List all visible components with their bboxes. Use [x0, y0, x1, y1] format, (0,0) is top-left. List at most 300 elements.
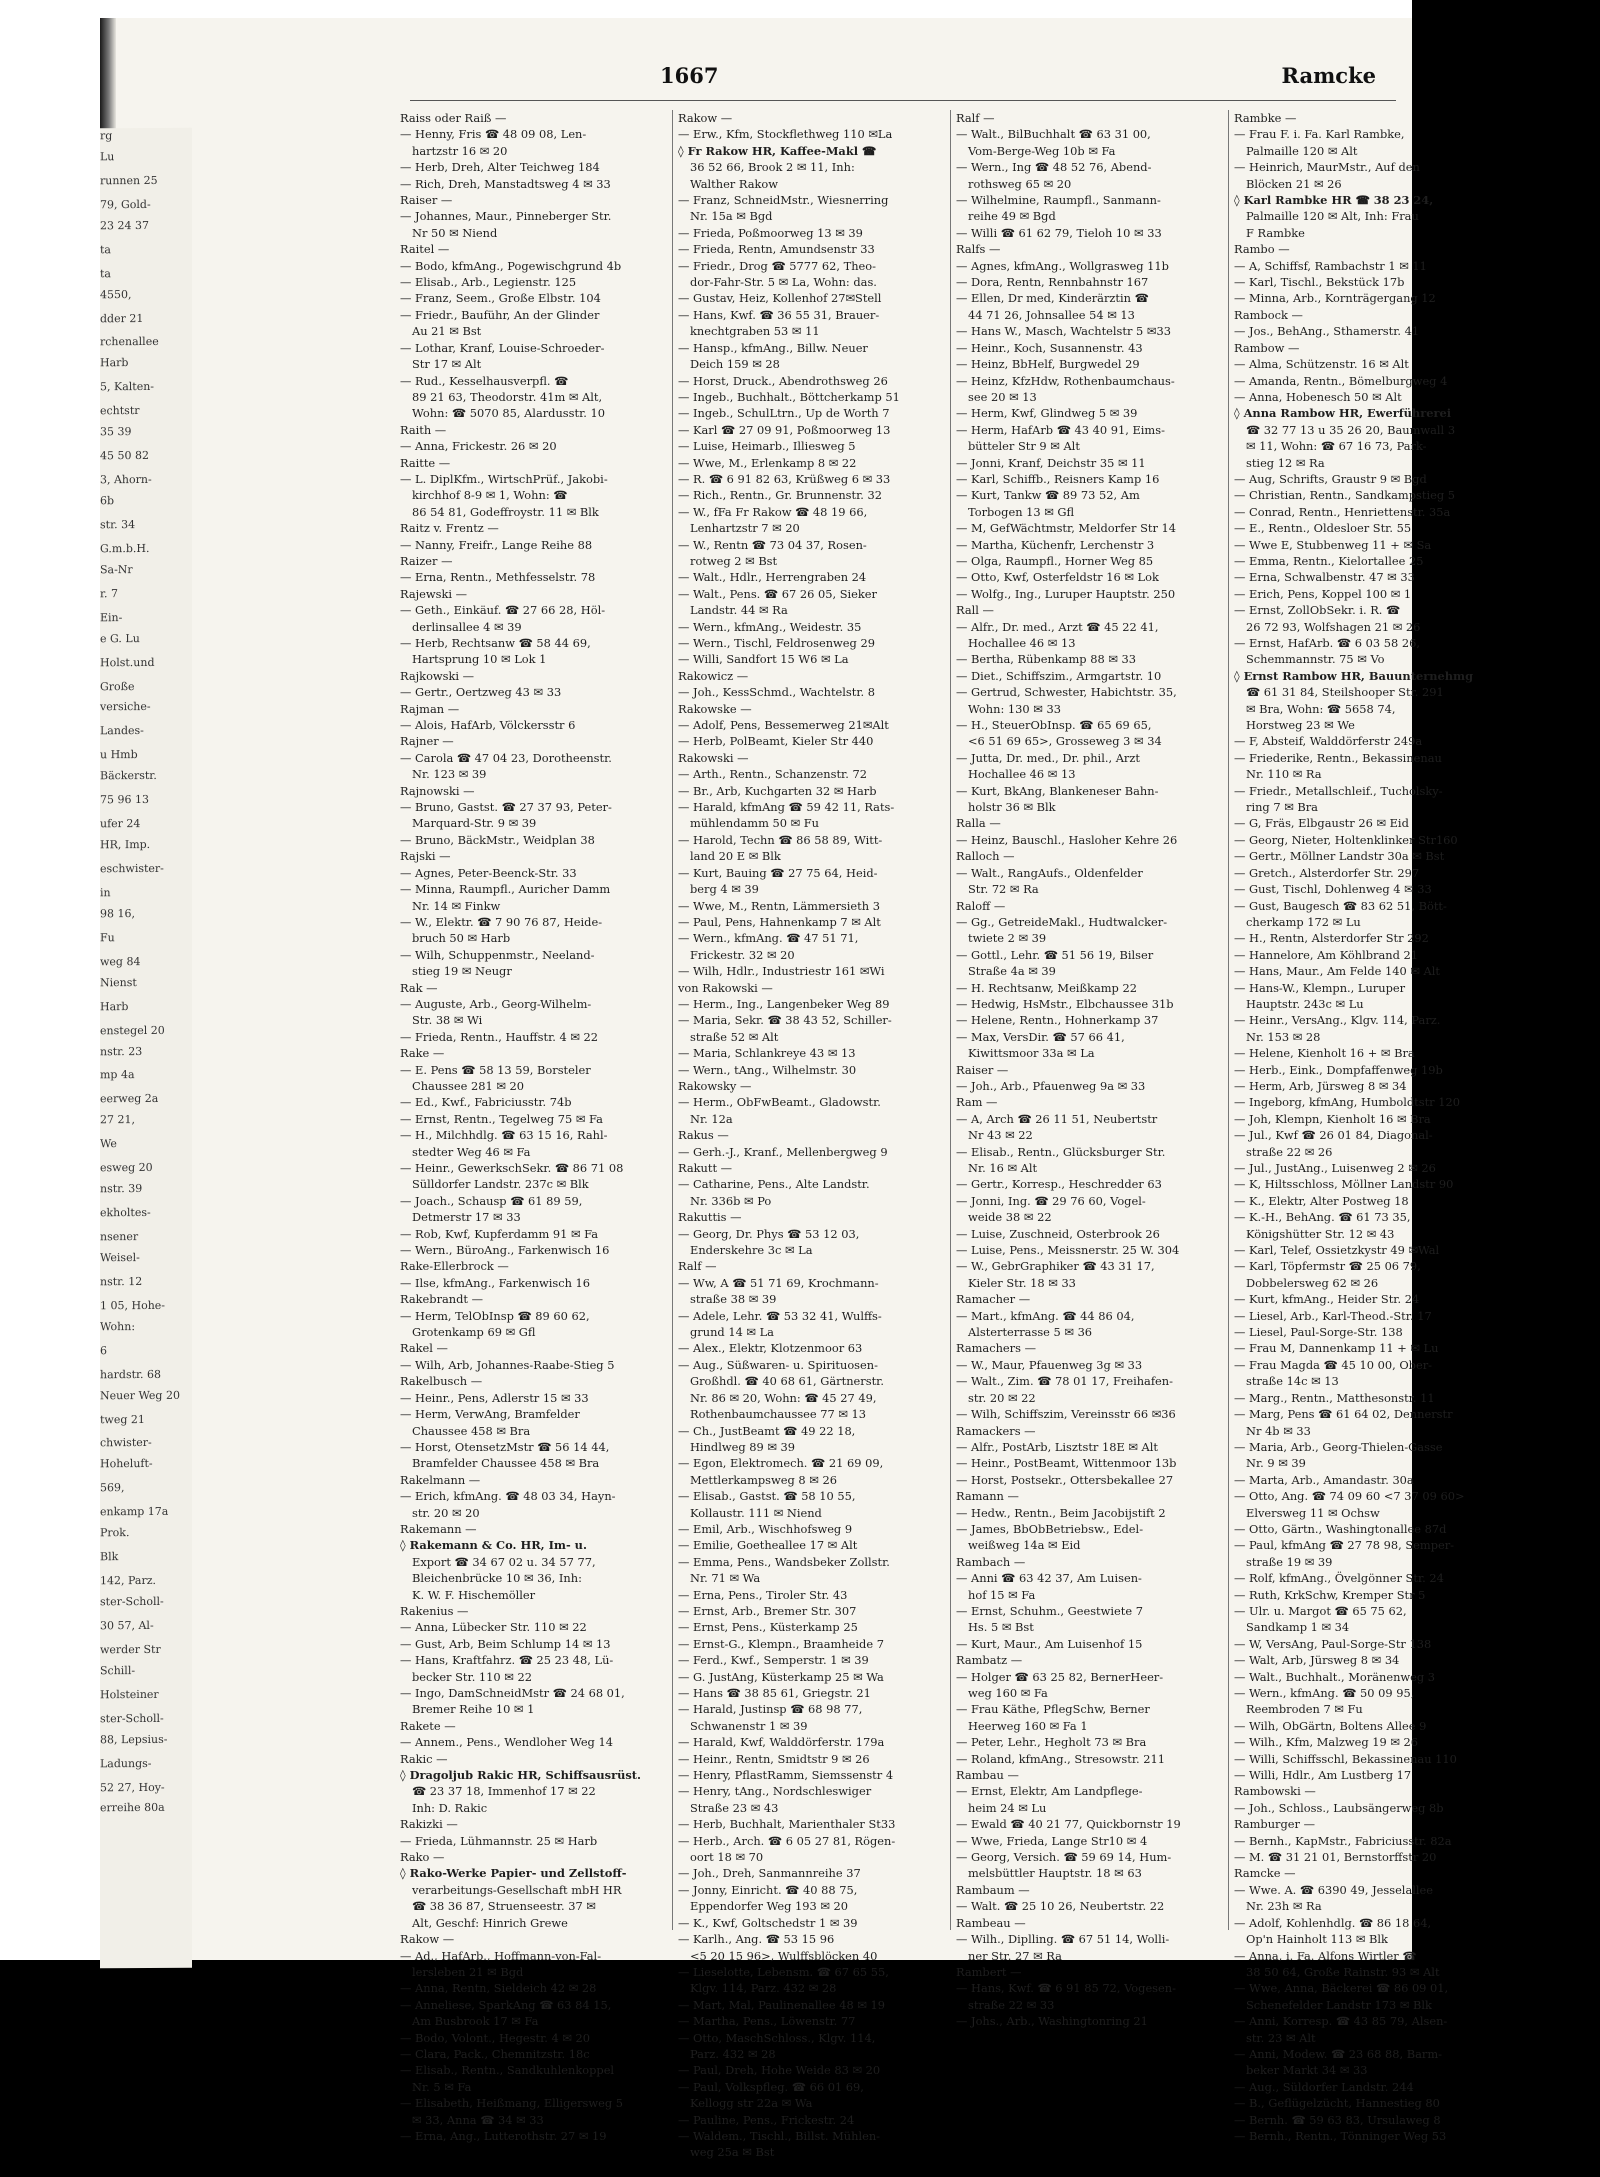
directory-entry: Schwanenstr 1 ✉ 39 — [690, 1718, 808, 1733]
directory-entry: — Elisab., Arb., Legienstr. 125 — [400, 275, 577, 290]
directory-entry: — Heinr., Rentn, Smidtstr 9 ✉ 26 — [678, 1751, 870, 1766]
directory-entry: — Wilh., Kfm, Malzweg 19 ✉ 26 — [1234, 1735, 1419, 1750]
directory-entry: — Gerh.-J., Kranf., Mellenbergweg 9 — [678, 1144, 888, 1159]
directory-entry: — Anna, Hobenesch 50 ✉ Alt — [1234, 389, 1402, 404]
surname-heading: Rambowski — — [1234, 1784, 1316, 1799]
directory-entry: Hochallee 46 ✉ 13 — [968, 636, 1076, 650]
directory-entry: — Herm, VerwAng, Bramfelder — [400, 1407, 580, 1422]
surname-heading: Rakowsky — — [678, 1078, 752, 1093]
directory-entry: Palmaille 120 ✉ Alt, Inh: Frau — [1246, 209, 1419, 224]
directory-entry: — Rolf, kfmAng., Övelgönner Str. 24 — [1234, 1571, 1444, 1586]
directory-entry: — H. Rechtsanw, Meißkamp 22 — [956, 980, 1137, 995]
directory-entry: Nr 4b ✉ 33 — [1246, 1423, 1311, 1438]
directory-entry: — Egon, Elektromech. ☎ 21 69 09, — [678, 1456, 884, 1471]
directory-entry: — Pauline, Pens., Frickestr. 24 — [678, 2112, 855, 2127]
directory-entry: beker Markt 34 ✉ 33 — [1246, 2063, 1368, 2078]
directory-entry: — Franz, Seem., Große Elbstr. 104 — [400, 291, 601, 306]
directory-entry: — Hans, Maur., Am Felde 140 ✉ Alt — [1234, 964, 1440, 979]
fragment-line: ekholtes- — [100, 1206, 151, 1220]
fragment-line: 5, Kalten- — [100, 380, 155, 394]
directory-entry: — Jutta, Dr. med., Dr. phil., Arzt — [956, 750, 1140, 765]
directory-entry: straße 22 ✉ 33 — [968, 1997, 1055, 2012]
directory-entry: Torbogen 13 ✉ Gfl — [968, 504, 1075, 519]
directory-entry: — Paul, Volkspfleg. ☎ 66 01 69, — [678, 2079, 864, 2094]
surname-heading: Raitz v. Frentz — — [400, 521, 499, 536]
directory-entry: — Willi, Hdlr., Am Lustberg 17 — [1234, 1768, 1412, 1783]
directory-entry: 86 54 81, Godeffroystr. 11 ✉ Blk — [412, 504, 599, 519]
directory-entry: 44 71 26, Johnsallee 54 ✉ 13 — [968, 307, 1135, 322]
directory-entry: — Friedr., Drog ☎ 5777 62, Theo- — [678, 258, 876, 273]
directory-entry: — Heinr., Pens, Adlerstr 15 ✉ 33 — [400, 1390, 589, 1405]
fragment-line: Holst.und — [100, 655, 155, 669]
directory-entry: — Wern., kfmAng. ☎ 47 51 71, — [678, 931, 859, 946]
directory-entry: — Ingeborg, kfmAng, Humboldtstr 120 — [1234, 1095, 1460, 1110]
surname-heading: Rajewski — — [400, 586, 468, 601]
fragment-line: nsener — [100, 1230, 139, 1244]
directory-entry: Kellogg str 22a ✉ Wa — [690, 2096, 813, 2111]
directory-entry: — Hans, Kraftfahrz. ☎ 25 23 48, Lü- — [400, 1653, 614, 1668]
directory-entry: weg 25a ✉ Bst — [690, 2145, 775, 2160]
directory-entry: — Elisabeth, Heißmang, Elligersweg 5 — [400, 2096, 624, 2111]
directory-entry: bütteler Str 9 ✉ Alt — [968, 439, 1080, 454]
directory-entry: Königshütter Str. 12 ✉ 43 — [1246, 1226, 1395, 1241]
directory-entry: — Henry, tAng., Nordschleswiger — [678, 1784, 872, 1799]
directory-entry: — Paul, Pens, Hahnenkamp 7 ✉ Alt — [678, 914, 881, 929]
directory-entry: — Carola ☎ 47 04 23, Dorotheenstr. — [400, 750, 612, 765]
directory-entry: Schemmannstr. 75 ✉ Vo — [1246, 652, 1385, 667]
column-3 — [956, 110, 1222, 2030]
directory-entry: Marquard-Str. 9 ✉ 39 — [412, 816, 537, 831]
directory-entry: — Bernh., KapMstr., Fabriciusstr. 82a — [1234, 1833, 1452, 1848]
directory-entry: — Adolf, Pens, Bessemerweg 21✉Alt — [678, 718, 889, 733]
fragment-line: We — [100, 1137, 117, 1151]
directory-entry: — Willi, Schiffsschl, Bekassinenau 110 — [1234, 1751, 1457, 1766]
fragment-line: 6b — [100, 494, 115, 508]
directory-entry: — Walt., BilBuchhalt ☎ 63 31 00, — [956, 127, 1151, 142]
directory-entry: Op'n Hainholt 113 ✉ Blk — [1246, 1932, 1388, 1947]
directory-entry: weißweg 14a ✉ Eid — [968, 1538, 1081, 1553]
directory-entry: — Harold, Techn ☎ 86 58 89, Witt- — [678, 832, 883, 847]
fragment-line: Bäckerstr. — [100, 769, 157, 783]
directory-entry: hartzstr 16 ✉ 20 — [412, 143, 508, 158]
directory-entry: — Johs., Arb., Washingtonring 21 — [956, 2014, 1148, 2029]
surname-heading: Rako — — [400, 1850, 445, 1865]
directory-entry: Bremer Reihe 10 ✉ 1 — [412, 1702, 535, 1717]
surname-heading: Rakelbusch — — [400, 1374, 483, 1389]
fragment-line: nstr. 39 — [100, 1182, 143, 1196]
directory-entry: — Ernst, Rentn., Tegelweg 75 ✉ Fa — [400, 1111, 603, 1126]
fragment-line: Nienst — [100, 975, 137, 989]
fragment-line: Schill- — [100, 1663, 136, 1678]
fragment-line: 30 57, Al- — [100, 1618, 154, 1633]
directory-entry: Chaussee 281 ✉ 20 — [412, 1078, 524, 1093]
directory-entry: F Rambke — [1246, 225, 1305, 240]
directory-entry: — Gust, Baugesch ☎ 83 62 51, Bött- — [1234, 898, 1447, 913]
directory-entry: — Gustav, Heiz, Kollenhof 27✉Stell — [678, 291, 882, 306]
directory-entry: — Hedw., Rentn., Beim Jacobijstift 2 — [956, 1505, 1166, 1520]
directory-entry: — Br., Arb, Kuchgarten 32 ✉ Harb — [678, 783, 877, 798]
directory-entry: — Frau F. i. Fa. Karl Rambke, — [1234, 127, 1405, 142]
directory-entry: — Frau M, Dannenkamp 11 + ✉ Lu — [1234, 1341, 1439, 1356]
directory-entry: — Ernst, HafArb. ☎ 6 03 58 26, — [1234, 636, 1420, 650]
directory-entry: — Kurt, Tankw ☎ 89 73 52, Am — [956, 488, 1140, 503]
directory-entry: — Helene, Rentn., Hohnerkamp 37 — [956, 1013, 1159, 1028]
surname-heading: Rakow — — [400, 1932, 455, 1947]
directory-entry: Dobbelersweg 62 ✉ 26 — [1246, 1275, 1379, 1290]
fragment-line: in — [100, 886, 111, 900]
directory-entry: straße 52 ✉ Alt — [690, 1029, 779, 1044]
directory-entry: — Martha, Küchenfr, Lerchenstr 3 — [956, 537, 1155, 552]
directory-entry: — Herb, Rechtsanw ☎ 58 44 69, — [400, 636, 591, 650]
directory-entry: — Heinr., PostBeamt, Wittenmoor 13b — [956, 1456, 1177, 1471]
directory-entry: — Ernst, ZollObSekr. i. R. ☎ — [1234, 603, 1401, 618]
fragment-line: 23 24 37 — [100, 218, 149, 232]
fragment-line: erreihe 80a — [100, 1801, 165, 1815]
directory-entry: — Minna, Raumpfl., Auricher Damm — [400, 882, 611, 897]
directory-entry: str. 20 ✉ 22 — [968, 1390, 1036, 1405]
directory-entry: — Ernst, Elektr, Am Landpflege- — [956, 1784, 1143, 1799]
directory-entry: — Wilh, Schuppenmstr., Neeland- — [400, 947, 595, 962]
directory-entry: Chaussee 458 ✉ Bra — [412, 1423, 531, 1438]
directory-entry: — Frieda, Lühmannstr. 25 ✉ Harb — [400, 1833, 598, 1848]
directory-entry: ☎ 61 31 84, Steilshooper Str. 291 — [1246, 685, 1444, 700]
directory-entry: — Kurt, Bauing ☎ 27 75 64, Heid- — [678, 865, 878, 880]
directory-entry: — Max, VersDir. ☎ 57 66 41, — [956, 1029, 1125, 1044]
directory-entry: Reembroden 7 ✉ Fu — [1246, 1702, 1363, 1717]
directory-entry: Str 17 ✉ Alt — [412, 357, 482, 372]
directory-entry: 36 52 66, Brook 2 ✉ 11, Inh: — [690, 160, 855, 175]
directory-entry: — Gottl., Lehr. ☎ 51 56 19, Bilser — [956, 947, 1154, 962]
fragment-line: 569, — [100, 1481, 125, 1495]
directory-entry: — Rich, Dreh, Manstadtsweg 4 ✉ 33 — [400, 176, 611, 191]
directory-entry: — Ch., JustBeamt ☎ 49 22 18, — [678, 1423, 856, 1438]
surname-heading: Rakel — — [400, 1341, 448, 1356]
directory-entry: — Auguste, Arb., Georg-Wilhelm- — [400, 996, 592, 1011]
directory-entry: — Walt., Hdlr., Herrengraben 24 — [678, 570, 867, 585]
fragment-line: Harb — [100, 999, 129, 1013]
directory-entry: — Wilhelmine, Raumpfl., Sanmann- — [956, 193, 1161, 208]
directory-entry: dor-Fahr-Str. 5 ✉ La, Wohn: das. — [690, 275, 877, 290]
directory-entry: — Frau Käthe, PflegSchw, Berner — [956, 1702, 1150, 1717]
directory-entry: — Wern., kfmAng., Weidestr. 35 — [678, 619, 862, 634]
fragment-line: eerweg 2a — [100, 1092, 159, 1106]
directory-entry: Frickestr. 32 ✉ 20 — [690, 947, 795, 962]
directory-entry: — Jos., BehAng., Sthamerstr. 41 — [1234, 324, 1420, 339]
directory-entry: — Emma, Rentn., Kielortallee 25 — [1234, 553, 1424, 568]
surname-heading: Raiss oder Raiß — — [400, 111, 507, 125]
directory-entry: — Ernst, Pens., Küsterkamp 25 — [678, 1620, 858, 1635]
directory-entry: — Herm, TelObInsp ☎ 89 60 62, — [400, 1308, 590, 1323]
directory-entry: Nr. 14 ✉ Finkw — [412, 898, 501, 913]
directory-entry: Eppendorfer Weg 193 ✉ 20 — [690, 1899, 849, 1914]
directory-entry: — Herm., Ing., Langenbeker Weg 89 — [678, 996, 890, 1011]
surname-heading: Raiser — — [400, 193, 453, 208]
directory-entry: — Hans-W., Klempn., Luruper — [1234, 980, 1406, 995]
directory-entry: Nr. 336b ✉ Po — [690, 1193, 772, 1208]
directory-entry: <5 20 15 96>, Wulffsblöcken 40 — [690, 1948, 878, 1963]
directory-entry: — Joh., Dreh, Sanmannreihe 37 — [678, 1866, 861, 1881]
directory-entry: — Herm, Kwf, Glindweg 5 ✉ 39 — [956, 406, 1138, 421]
surname-heading: Rake — — [400, 1046, 445, 1061]
directory-entry: — Bernh. ☎ 59 63 83, Ursulaweg 8 — [1234, 2112, 1441, 2127]
directory-entry: — Maria, Arb., Georg-Thielen-Gasse — [1234, 1439, 1443, 1454]
directory-entry: Detmerstr 17 ✉ 33 — [412, 1210, 521, 1225]
directory-entry: — W., Elektr. ☎ 7 90 76 87, Heide- — [400, 914, 603, 929]
directory-entry: — Jonny, Einricht. ☎ 40 88 75, — [678, 1882, 858, 1897]
directory-entry: Hs. 5 ✉ Bst — [968, 1620, 1034, 1635]
directory-entry: — Henny, Fris ☎ 48 09 08, Len- — [400, 127, 587, 142]
directory-entry: bruch 50 ✉ Harb — [412, 931, 511, 946]
directory-entry: — Gertr., Möllner Landstr 30a ✉ Bst — [1234, 849, 1445, 864]
fragment-line: 1 05, Hohe- — [100, 1298, 166, 1313]
surname-heading: Rakow — — [678, 111, 733, 125]
directory-entry: Elversweg 11 ✉ Ochsw — [1246, 1505, 1380, 1520]
directory-entry: — Friederike, Rentn., Bekassinenau — [1234, 750, 1442, 765]
fragment-line: 45 50 82 — [100, 449, 149, 463]
fragment-line: ta — [100, 242, 111, 256]
directory-entry: Rothenbaumchaussee 77 ✉ 13 — [690, 1407, 867, 1422]
fragment-line: Lu — [100, 150, 115, 164]
directory-entry: weg 160 ✉ Fa — [968, 1686, 1048, 1700]
surname-heading: Rakowicz — — [678, 668, 749, 683]
directory-entry: ✉ 11, Wohn: ☎ 67 16 73, Park- — [1246, 439, 1427, 454]
directory-entry: — Hans, Kwf. ☎ 36 55 31, Brauer- — [678, 307, 880, 322]
directory-entry: — Kurt, Maur., Am Luisenhof 15 — [956, 1636, 1143, 1651]
fragment-line: eschwister- — [100, 861, 164, 876]
directory-entry: Walther Rakow — [690, 176, 779, 191]
fragment-line: Ein- — [100, 610, 123, 624]
fragment-line: nstr. 12 — [100, 1274, 143, 1289]
directory-entry: — G. JustAng, Küsterkamp 25 ✉ Wa — [678, 1669, 884, 1684]
directory-entry: stedter Weg 46 ✉ Fa — [412, 1144, 531, 1159]
surname-heading: Rakowski — — [678, 750, 749, 765]
directory-entry: — Joach., Schausp ☎ 61 89 59, — [400, 1193, 583, 1208]
surname-heading: Ralloch — — [956, 849, 1015, 864]
directory-entry: — Rob, Kwf, Kupferdamm 91 ✉ Fa — [400, 1226, 599, 1241]
directory-entry: — Frau Magda ☎ 45 10 00, Ober- — [1234, 1357, 1432, 1372]
directory-entry: — Wilh., Diplling. ☎ 67 51 14, Wolli- — [956, 1932, 1170, 1947]
directory-entry: — Ingeb., Buchhalt., Böttcherkamp 51 — [678, 389, 900, 404]
directory-entry: — Emilie, Goetheallee 17 ✉ Alt — [678, 1538, 858, 1553]
directory-entry: — Wilh, Schiffszim, Vereinsstr 66 ✉36 — [956, 1407, 1176, 1422]
directory-entry: Klgv. 114, Parz. 432 ✉ 28 — [690, 1981, 837, 1996]
directory-entry: mühlendamm 50 ✉ Fu — [690, 816, 820, 831]
directory-entry: — E. Pens ☎ 58 13 59, Borsteler — [400, 1062, 591, 1077]
directory-entry: verarbeitungs-Gesellschaft mbH HR — [412, 1882, 622, 1897]
directory-entry: rothsweg 65 ✉ 20 — [968, 176, 1072, 191]
directory-entry: — Erna, Rentn., Methfesselstr. 78 — [400, 570, 596, 585]
surname-heading: Rambo — — [1234, 242, 1290, 257]
directory-entry: Parz. 432 ✉ 28 — [690, 2046, 776, 2061]
column-divider — [1228, 110, 1229, 1930]
directory-entry: hof 15 ✉ Fa — [968, 1587, 1036, 1602]
fragment-line: 75 96 13 — [100, 793, 149, 807]
directory-entry: Enderskehre 3c ✉ La — [690, 1243, 813, 1258]
fragment-line: werder Str — [100, 1642, 161, 1657]
directory-entry: — L. DiplKfm., WirtschPrüf., Jakobi- — [400, 471, 608, 486]
directory-entry: — Christian, Rentn., Sandkampstieg 5 — [1234, 488, 1455, 503]
directory-entry: — Mart, Mal, Paulinenallee 48 ✉ 19 — [678, 1997, 885, 2012]
surname-heading: Rakus — — [678, 1128, 729, 1143]
directory-entry: Hartsprung 10 ✉ Lok 1 — [412, 652, 547, 667]
fragment-line: Neuer Weg 20 — [100, 1388, 180, 1402]
directory-entry: — Jul., JustAng., Luisenweg 2 ✉ 26 — [1234, 1161, 1436, 1175]
directory-entry: — Kurt, BkAng, Blankeneser Bahn- — [956, 783, 1159, 798]
directory-entry: — Erich, kfmAng. ☎ 48 03 34, Hayn- — [400, 1489, 616, 1504]
surname-heading: Rakutt — — [678, 1161, 733, 1175]
directory-entry: — Marg., Rentn., Matthesonstr. 11 — [1234, 1390, 1435, 1405]
directory-entry: — Walt., RangAufs., Oldenfelder — [956, 865, 1143, 880]
directory-entry: — Walt., Buchhalt., Moränenweg 3 — [1234, 1669, 1436, 1684]
surname-heading: Rambke — — [1234, 111, 1297, 125]
directory-entry: Inh: D. Rakic — [412, 1800, 488, 1815]
directory-entry: — James, BbObBetriebsw., Edel- — [956, 1521, 1144, 1536]
directory-entry: — Gust, Arb, Beim Schlump 14 ✉ 13 — [400, 1636, 611, 1651]
directory-entry: — Jul., Kwf ☎ 26 01 84, Diagonal- — [1234, 1128, 1433, 1143]
surname-heading: Rakizki — — [400, 1817, 458, 1832]
directory-entry: — A, Schiffsf, Rambachstr 1 ✉ 11 — [1234, 258, 1427, 273]
directory-entry: — Willi, Sandfort 15 W6 ✉ La — [678, 652, 849, 667]
directory-entry: — Wern., Tischl, Feldrosenweg 29 — [678, 636, 875, 650]
directory-entry: — Geth., Einkäuf. ☎ 27 66 28, Höl- — [400, 603, 606, 618]
directory-entry: — Agnes, kfmAng., Wollgrasweg 11b — [956, 258, 1169, 273]
column-2 — [678, 110, 944, 2161]
page-number: 1667 — [660, 63, 719, 88]
firm-entry: ◊ Rakemann & Co. HR, Im- u. — [400, 1538, 587, 1553]
column-divider — [672, 110, 673, 1930]
directory-entry: straße 22 ✉ 26 — [1246, 1144, 1333, 1159]
directory-entry: — Gg., GetreideMakl., Hudtwalcker- — [956, 914, 1168, 929]
surname-heading: Rambow — — [1234, 340, 1300, 355]
directory-entry: — Frieda, Rentn, Amundsenstr 33 — [678, 242, 875, 257]
directory-entry: — Gertrud, Schwester, Habichtstr. 35, — [956, 685, 1177, 700]
directory-entry: — W., Maur, Pfauenweg 3g ✉ 33 — [956, 1357, 1143, 1372]
directory-entry: Kieler Str. 18 ✉ 33 — [968, 1275, 1076, 1290]
directory-entry: — Joh., Schloss., Laubsängerweg 8b — [1234, 1800, 1444, 1815]
fragment-line: 4550, — [100, 287, 132, 301]
fragment-line: 88, Lepsius- — [100, 1732, 168, 1746]
directory-entry: — Nanny, Freifr., Lange Reihe 88 — [400, 537, 593, 552]
directory-entry: Str. 72 ✉ Ra — [968, 882, 1039, 897]
fragment-line: ufer 24 — [100, 817, 141, 831]
directory-entry: — Walt. ☎ 25 10 26, Neubertstr. 22 — [956, 1899, 1165, 1914]
directory-entry: — Ilse, kfmAng., Farkenwisch 16 — [400, 1275, 591, 1290]
surname-heading: Rakowske — — [678, 701, 752, 716]
directory-entry: grund 14 ✉ La — [690, 1325, 774, 1340]
fragment-line: hardstr. 68 — [100, 1367, 162, 1381]
surname-heading: Ralf — — [956, 111, 995, 125]
surname-heading: Rakuttis — — [678, 1210, 742, 1225]
fragment-line: enstegel 20 — [100, 1023, 165, 1037]
directory-entry: — Ingo, DamSchneidMstr ☎ 24 68 01, — [400, 1686, 625, 1700]
directory-entry: — G, Fräs, Elbgaustr 26 ✉ Eid — [1234, 816, 1409, 831]
directory-entry: — Ernst, Arb., Bremer Str. 307 — [678, 1603, 857, 1618]
surname-heading: von Rakowski — — [678, 980, 773, 995]
directory-entry: — Gertr., Oertzweg 43 ✉ 33 — [400, 685, 562, 700]
directory-entry: — Anna, i. Fa. Alfons Wirtler ☎ — [1234, 1948, 1417, 1963]
directory-entry: — Ewald ☎ 40 21 77, Quickbornstr 19 — [956, 1817, 1181, 1832]
surname-heading: Rakelmann — — [400, 1472, 481, 1487]
directory-entry: — Bruno, Gastst. ☎ 27 37 93, Peter- — [400, 800, 612, 815]
directory-entry: — Elisab., Gastst. ☎ 58 10 55, — [678, 1489, 856, 1504]
column-1 — [400, 110, 666, 2144]
directory-entry: Hochallee 46 ✉ 13 — [968, 767, 1076, 782]
surname-heading: Ramackers — — [956, 1423, 1036, 1438]
directory-entry: Nr 50 ✉ Niend — [412, 225, 498, 240]
directory-entry: — K.-H., BehAng. ☎ 61 73 35, — [1234, 1210, 1411, 1225]
directory-entry: — Luise, Pens., Meissnerstr. 25 W. 304 — [956, 1243, 1180, 1258]
directory-entry: — Wwe E, Stubbenweg 11 + ✉ Sa — [1234, 537, 1432, 552]
directory-entry: lersleben 21 ✉ Bgd — [412, 1964, 524, 1979]
directory-entry: — Wwe, M., Rentn, Lämmersieth 3 — [678, 898, 880, 913]
directory-entry: — Kurt, kfmAng., Heider Str. 24 — [1234, 1292, 1420, 1307]
fragment-line: Prok. — [100, 1526, 130, 1540]
directory-entry: — Diet., Schiffszim., Armgartstr. 10 — [956, 668, 1162, 683]
directory-entry: — Karlh., Ang. ☎ 53 15 96 — [678, 1932, 835, 1947]
firm-entry: ◊ Rako-Werke Papier- und Zellstoff- — [400, 1866, 627, 1881]
directory-entry: — Wolfg., Ing., Luruper Hauptstr. 250 — [956, 586, 1176, 601]
directory-entry: — Peter, Lehr., Hegholt 73 ✉ Bra — [956, 1735, 1147, 1750]
surname-heading: Rambatz — — [956, 1653, 1023, 1668]
surname-heading: Raitte — — [400, 455, 451, 470]
surname-heading: Rajner — — [400, 734, 454, 749]
directory-entry: — Olga, Raumpfl., Horner Weg 85 — [956, 553, 1154, 568]
fragment-line: dder 21 — [100, 311, 144, 325]
directory-entry: — Lothar, Kranf, Louise-Schroeder- — [400, 340, 605, 355]
directory-entry: — M, GefWächtmstr, Meldorfer Str 14 — [956, 521, 1177, 536]
directory-entry: — Wern., Ing ☎ 48 52 76, Abend- — [956, 160, 1152, 175]
surname-heading: Rakemann — — [400, 1521, 477, 1536]
running-head: Ramcke — [1281, 63, 1376, 88]
directory-entry: — Heinr., VersAng., Klgv. 114, Parz. — [1234, 1013, 1441, 1028]
directory-entry: — Heinz, Bauschl., Hasloher Kehre 26 — [956, 832, 1178, 847]
directory-entry: — Helene, Kienholt 16 + ✉ Bra — [1234, 1046, 1415, 1061]
directory-entry: — Ingeb., SchulLtrn., Up de Worth 7 — [678, 406, 890, 421]
facing-page-fragment — [100, 128, 192, 1968]
fragment-line: Blk — [100, 1550, 119, 1564]
directory-entry: Str. 38 ✉ Wi — [412, 1013, 483, 1028]
surname-heading: Rajkowski — — [400, 668, 475, 683]
fragment-line: 3, Ahorn- — [100, 473, 152, 487]
directory-entry: — Herm, Arb, Jürsweg 8 ✉ 34 — [1234, 1078, 1407, 1093]
directory-entry: straße 14c ✉ 13 — [1246, 1374, 1339, 1389]
directory-entry: — Herb, PolBeamt, Kieler Str 440 — [678, 734, 874, 749]
directory-entry: Nr. 110 ✉ Ra — [1246, 767, 1322, 782]
directory-entry: — Herb., Arch. ☎ 6 05 27 81, Rögen- — [678, 1833, 896, 1848]
directory-entry: <6 51 69 65>, Grosseweg 3 ✉ 34 — [968, 734, 1162, 749]
directory-entry: — Roland, kfmAng., Stresowstr. 211 — [956, 1751, 1166, 1766]
directory-entry: — Elisab., Rentn., Sandkuhlenkoppel — [400, 2063, 615, 2078]
directory-entry: Sandkamp 1 ✉ 34 — [1246, 1620, 1350, 1635]
directory-entry: Nr. 71 ✉ Wa — [690, 1571, 761, 1586]
directory-entry: see 20 ✉ 13 — [968, 389, 1037, 404]
directory-entry: — Emil, Arb., Wischhofsweg 9 — [678, 1521, 853, 1536]
directory-entry: ✉ 33, Anna ☎ 34 ✉ 33 — [412, 2112, 544, 2127]
fragment-line: 6 — [100, 1343, 107, 1357]
directory-entry: — Alma, Schützenstr. 16 ✉ Alt — [1234, 357, 1409, 372]
fragment-line: runnen 25 — [100, 173, 158, 188]
directory-entry: — Ferd., Kwf., Semperstr. 1 ✉ 39 — [678, 1653, 869, 1668]
surname-heading: Rall — — [956, 603, 994, 618]
directory-entry: — Martha, Pens., Löwenstr. 77 — [678, 2014, 856, 2029]
directory-entry: twiete 2 ✉ 39 — [968, 931, 1047, 946]
directory-entry: — Wwe, Anna, Bäckerei ☎ 86 09 01, — [1234, 1981, 1449, 1996]
directory-entry: Nr. 16 ✉ Alt — [968, 1161, 1038, 1175]
directory-entry: str. 23 ✉ Alt — [1246, 2030, 1316, 2045]
fragment-line: rchenallee — [100, 335, 159, 349]
directory-entry: — Liesel, Arb., Karl-Theod.-Str. 17 — [1234, 1308, 1432, 1323]
directory-entry: derlinsallee 4 ✉ 39 — [412, 619, 522, 634]
